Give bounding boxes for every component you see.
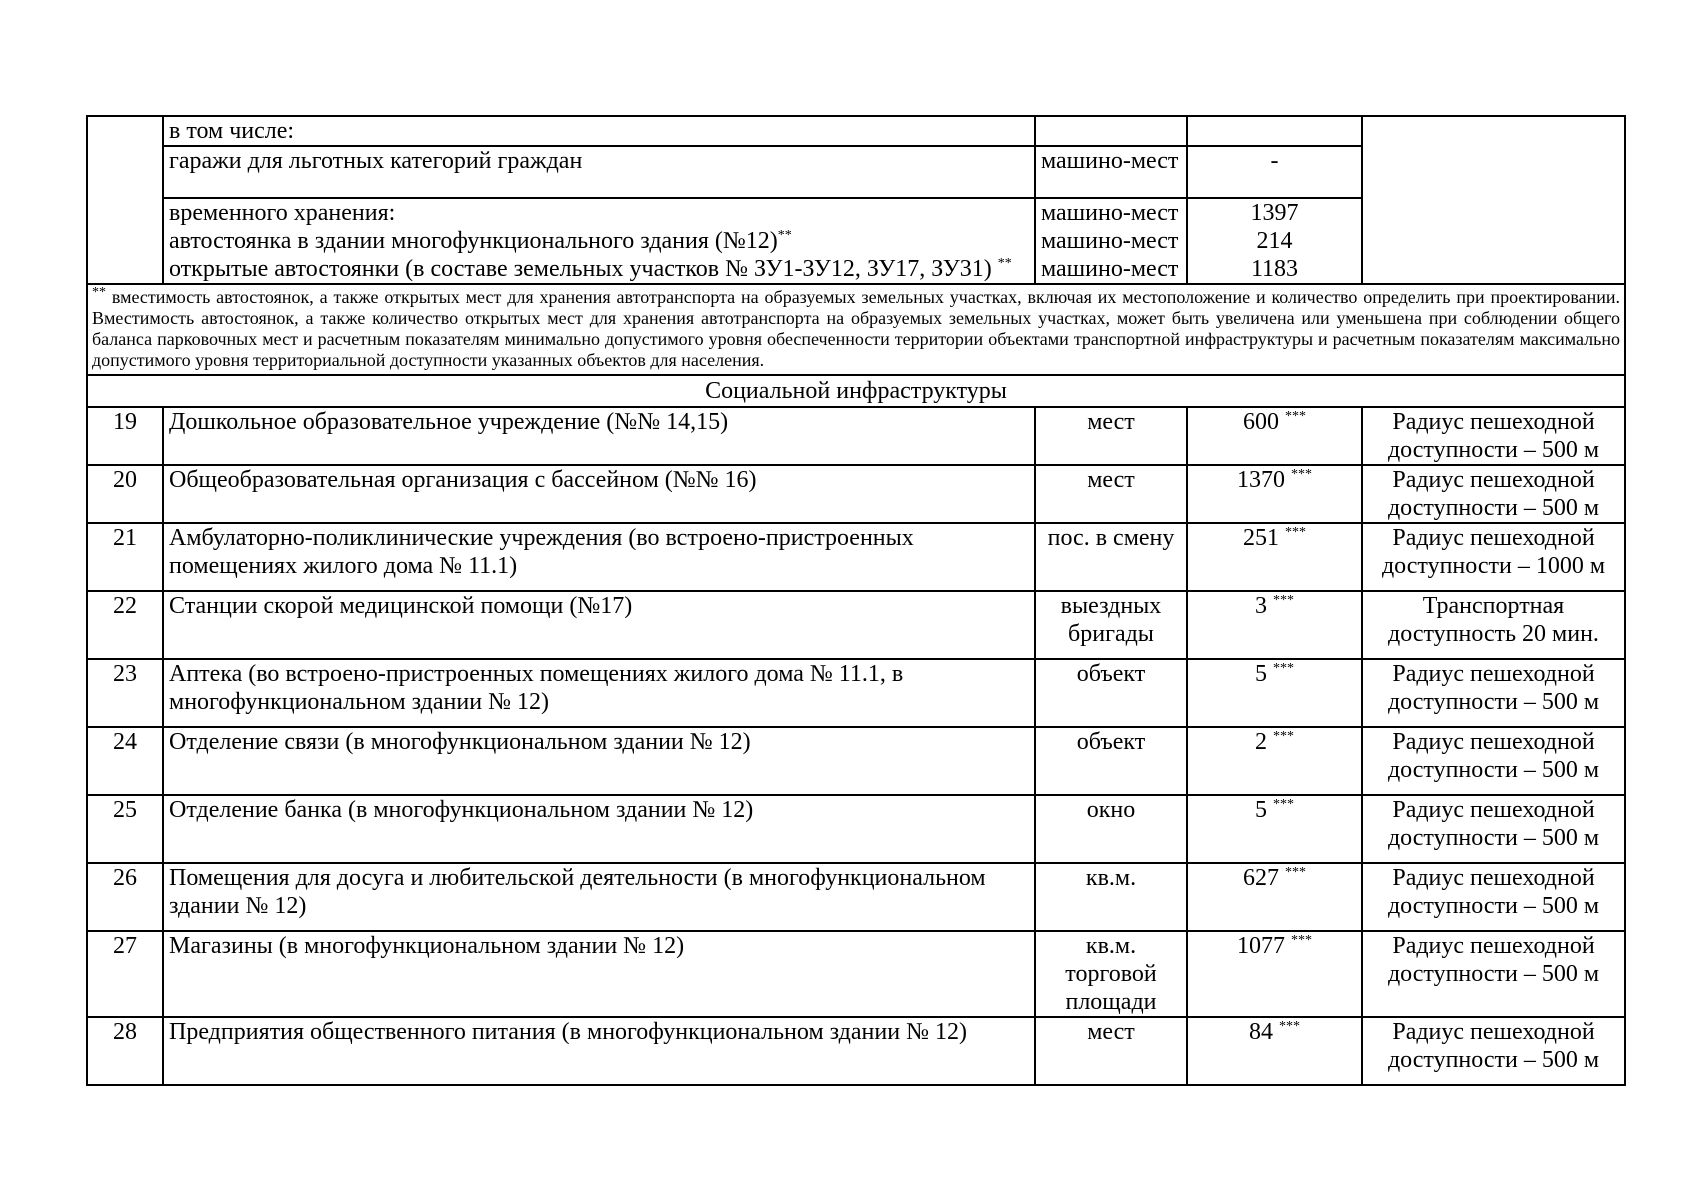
temp-storage-label: временного хранения:	[169, 200, 396, 226]
row-note: Радиус пешеходной доступности – 500 м	[1362, 407, 1625, 465]
row-note: Транспортная доступность 20 мин.	[1362, 591, 1625, 659]
row-value: 627 ***	[1187, 863, 1362, 931]
table-row	[87, 591, 1625, 659]
including-unit-cell	[1035, 116, 1187, 146]
garages-value: -	[1187, 146, 1362, 198]
building-parking-value: 214	[1256, 228, 1293, 254]
garages-name: гаражи для льготных категорий граждан	[163, 146, 1035, 198]
row-value: 84 ***	[1187, 1017, 1362, 1085]
row-unit: мест	[1035, 407, 1187, 465]
open-parking-unit: машино-мест	[1041, 256, 1179, 282]
row-num: 23	[87, 659, 163, 727]
table-row	[87, 465, 1625, 523]
row-note: Радиус пешеходной доступности – 500 м	[1362, 795, 1625, 863]
row-num: 22	[87, 591, 163, 659]
indicators-table	[86, 115, 1626, 1086]
row-name: Общеобразовательная организация с бассейном (№№ 16)	[163, 465, 1035, 523]
row-unit: окно	[1035, 795, 1187, 863]
row-value: 1370 ***	[1187, 465, 1362, 523]
row-num: 26	[87, 863, 163, 931]
footnote-row	[87, 284, 1625, 375]
row-num: 25	[87, 795, 163, 863]
row-unit: кв.м.	[1035, 863, 1187, 931]
garages-unit: машино-мест	[1035, 146, 1187, 198]
row-unit: кв.м. торговой площади	[1035, 931, 1187, 1017]
row-unit: мест	[1035, 465, 1187, 523]
row-unit: мест	[1035, 1017, 1187, 1085]
row-name: Магазины (в многофункциональном здании № 12)	[163, 931, 1035, 1017]
table-row	[87, 659, 1625, 727]
row-note: Радиус пешеходной доступности – 500 м	[1362, 863, 1625, 931]
footnote-text: вместимость автостоянок, а также открытых мест для хранения автотранспорта на образуемых земельных участках, включая их местоположение и количество определить при проектировании. Вместимость автостоянок, а также количество открытых мест для хранения автотранспорта на образуемых земельных участках, может быть увеличена или уменьшена при соблюдении общего баланса парковочных мест и расчетным показателям минимально допустимого уровня обеспеченности территории объектами транспортной инфраструктуры и расчетным показателям максимально допустимого уровня территориальной доступности указанных объектов для населения.	[92, 287, 1621, 370]
row-name: Дошкольное образовательное учреждение (№№ 14,15)	[163, 407, 1035, 465]
table-row	[87, 863, 1625, 931]
table-row	[87, 727, 1625, 795]
parking-note-cell	[1362, 116, 1625, 284]
row-note: Радиус пешеходной доступности – 500 м	[1362, 1017, 1625, 1085]
row-num: 21	[87, 523, 163, 591]
row-note: Радиус пешеходной доступности – 500 м	[1362, 659, 1625, 727]
row-name: Станции скорой медицинской помощи (№17)	[163, 591, 1035, 659]
row-unit: объект	[1035, 727, 1187, 795]
row-num: 19	[87, 407, 163, 465]
row-value: 5 ***	[1187, 659, 1362, 727]
open-parking-value: 1183	[1250, 256, 1299, 282]
row-name: Аптека (во встроено-пристроенных помещениях жилого дома № 11.1, в многофункциональном здании № 12)	[163, 659, 1035, 727]
row-value: 251 ***	[1187, 523, 1362, 591]
building-parking-unit: машино-мест	[1041, 228, 1179, 254]
table-row	[87, 523, 1625, 591]
row-name: Предприятия общественного питания (в многофункциональном здании № 12)	[163, 1017, 1035, 1085]
row-unit: выездных бригады	[1035, 591, 1187, 659]
row-value: 2 ***	[1187, 727, 1362, 795]
parking-num-cell	[87, 116, 163, 284]
including-value-cell	[1187, 116, 1362, 146]
building-parking-name: автостоянка в здании многофункционального здания (№12)**	[169, 228, 792, 254]
temp-storage-names	[163, 198, 1035, 284]
row-num: 27	[87, 931, 163, 1017]
row-note: Радиус пешеходной доступности – 500 м	[1362, 931, 1625, 1017]
footnote-mark: **	[92, 285, 106, 300]
row-name: Отделение банка (в многофункциональном здании № 12)	[163, 795, 1035, 863]
table-row	[87, 1017, 1625, 1085]
row-value: 600 ***	[1187, 407, 1362, 465]
temp-storage-value: 1397	[1250, 200, 1299, 226]
row-value: 3 ***	[1187, 591, 1362, 659]
row-unit: объект	[1035, 659, 1187, 727]
row-note: Радиус пешеходной доступности – 500 м	[1362, 465, 1625, 523]
row-num: 24	[87, 727, 163, 795]
row-unit: пос. в смену	[1035, 523, 1187, 591]
row-value: 1077 ***	[1187, 931, 1362, 1017]
table-row	[87, 407, 1625, 465]
footnote-cell	[87, 284, 1625, 375]
section-title: Социальной инфраструктуры	[87, 375, 1625, 407]
open-parking-name: открытые автостоянки (в составе земельных участков № ЗУ1-ЗУ12, ЗУ17, ЗУ31) **	[169, 256, 1012, 282]
row-name: Амбулаторно-поликлинические учреждения (во встроено-пристроенных помещениях жилого дома № 11.1)	[163, 523, 1035, 591]
row-num: 20	[87, 465, 163, 523]
section-row	[87, 375, 1625, 407]
table-row	[87, 795, 1625, 863]
row-value: 5 ***	[1187, 795, 1362, 863]
temp-storage-unit: машино-мест	[1041, 200, 1179, 226]
temp-storage-units	[1035, 198, 1187, 284]
including-row	[87, 116, 1625, 146]
row-name: Помещения для досуга и любительской деятельности (в многофункциональном здании № 12)	[163, 863, 1035, 931]
row-note: Радиус пешеходной доступности – 500 м	[1362, 727, 1625, 795]
row-name: Отделение связи (в многофункциональном здании № 12)	[163, 727, 1035, 795]
table-row	[87, 931, 1625, 1017]
row-num: 28	[87, 1017, 163, 1085]
temp-storage-values	[1187, 198, 1362, 284]
including-label: в том числе:	[163, 116, 1035, 146]
row-note: Радиус пешеходной доступности – 1000 м	[1362, 523, 1625, 591]
